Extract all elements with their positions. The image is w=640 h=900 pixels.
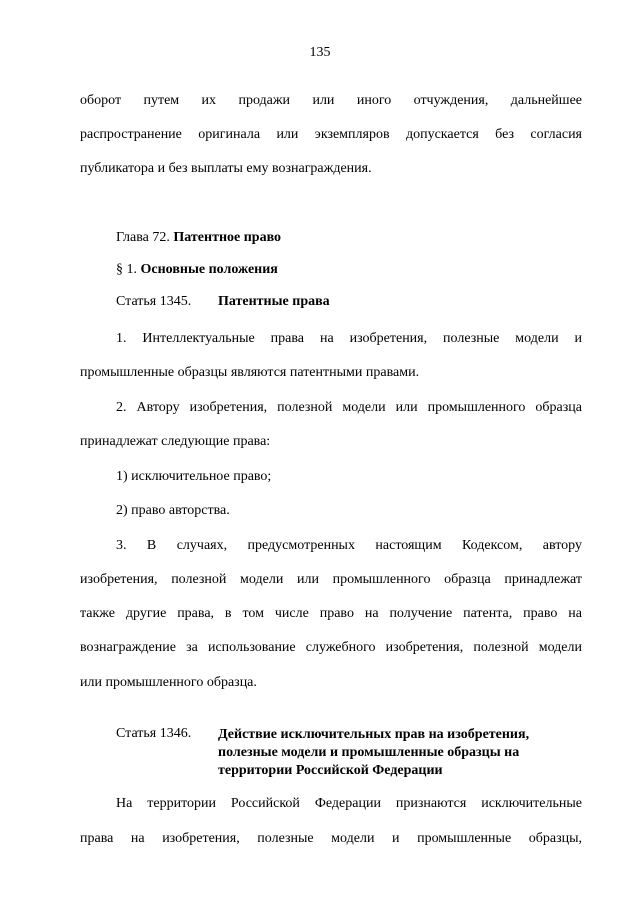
text-line: права на изобретения, полезные модели и промышленные образцы, (80, 831, 582, 846)
text-line: 1. Интеллектуальные права на изобретения, полезные модели и (116, 331, 582, 346)
article-1346-title (218, 726, 529, 780)
list-item: 2) право авторства. (116, 503, 230, 518)
chapter-title: Патентное право (173, 230, 282, 245)
text-line: промышленные образцы являются патентными правами. (80, 365, 420, 380)
text-line: 2. Автору изобретения, полезной модели или промышленного образца (116, 400, 582, 415)
text-line: распространение оригинала или экземпляров допускается без согласия (80, 127, 582, 142)
article-1345-label: Статья 1345. (116, 294, 192, 309)
text-line: 3. В случаях, предусмотренных настоящим Кодексом, автору (116, 538, 582, 553)
title-line: полезные модели и промышленные образцы на (218, 745, 520, 760)
text-line: принадлежат следующие права: (80, 434, 271, 449)
chapter-prefix: Глава 72. (116, 230, 170, 245)
article-1346-label: Статья 1346. (116, 726, 192, 741)
text-line: или промышленного образца. (80, 675, 257, 690)
article-1345-title: Патентные права (218, 294, 330, 309)
title-line: Действие исключительных прав на изобретения, (218, 727, 530, 742)
section-title: Основные положения (140, 262, 278, 277)
list-item: 1) исключительное право; (116, 469, 272, 484)
text-line: На территории Российской Федерации признаются исключительные (116, 796, 582, 811)
page-number: 135 (309, 45, 331, 60)
text-line: также другие права, в том числе право на получение патента, право на (80, 606, 582, 621)
title-line: территории Российской Федерации (218, 763, 443, 778)
section-prefix: § 1. (116, 262, 137, 277)
text-line: изобретения, полезной модели или промышленного образца принадлежат (80, 572, 582, 587)
chapter-heading (116, 230, 281, 246)
text-line: вознаграждение за использование служебного изобретения, полезной модели (80, 640, 582, 655)
text-line: публикатора и без выплаты ему вознаграждения. (80, 161, 372, 176)
text-line: оборот путем их продажи или иного отчуждения, дальнейшее (80, 93, 582, 108)
section-heading (116, 262, 278, 278)
